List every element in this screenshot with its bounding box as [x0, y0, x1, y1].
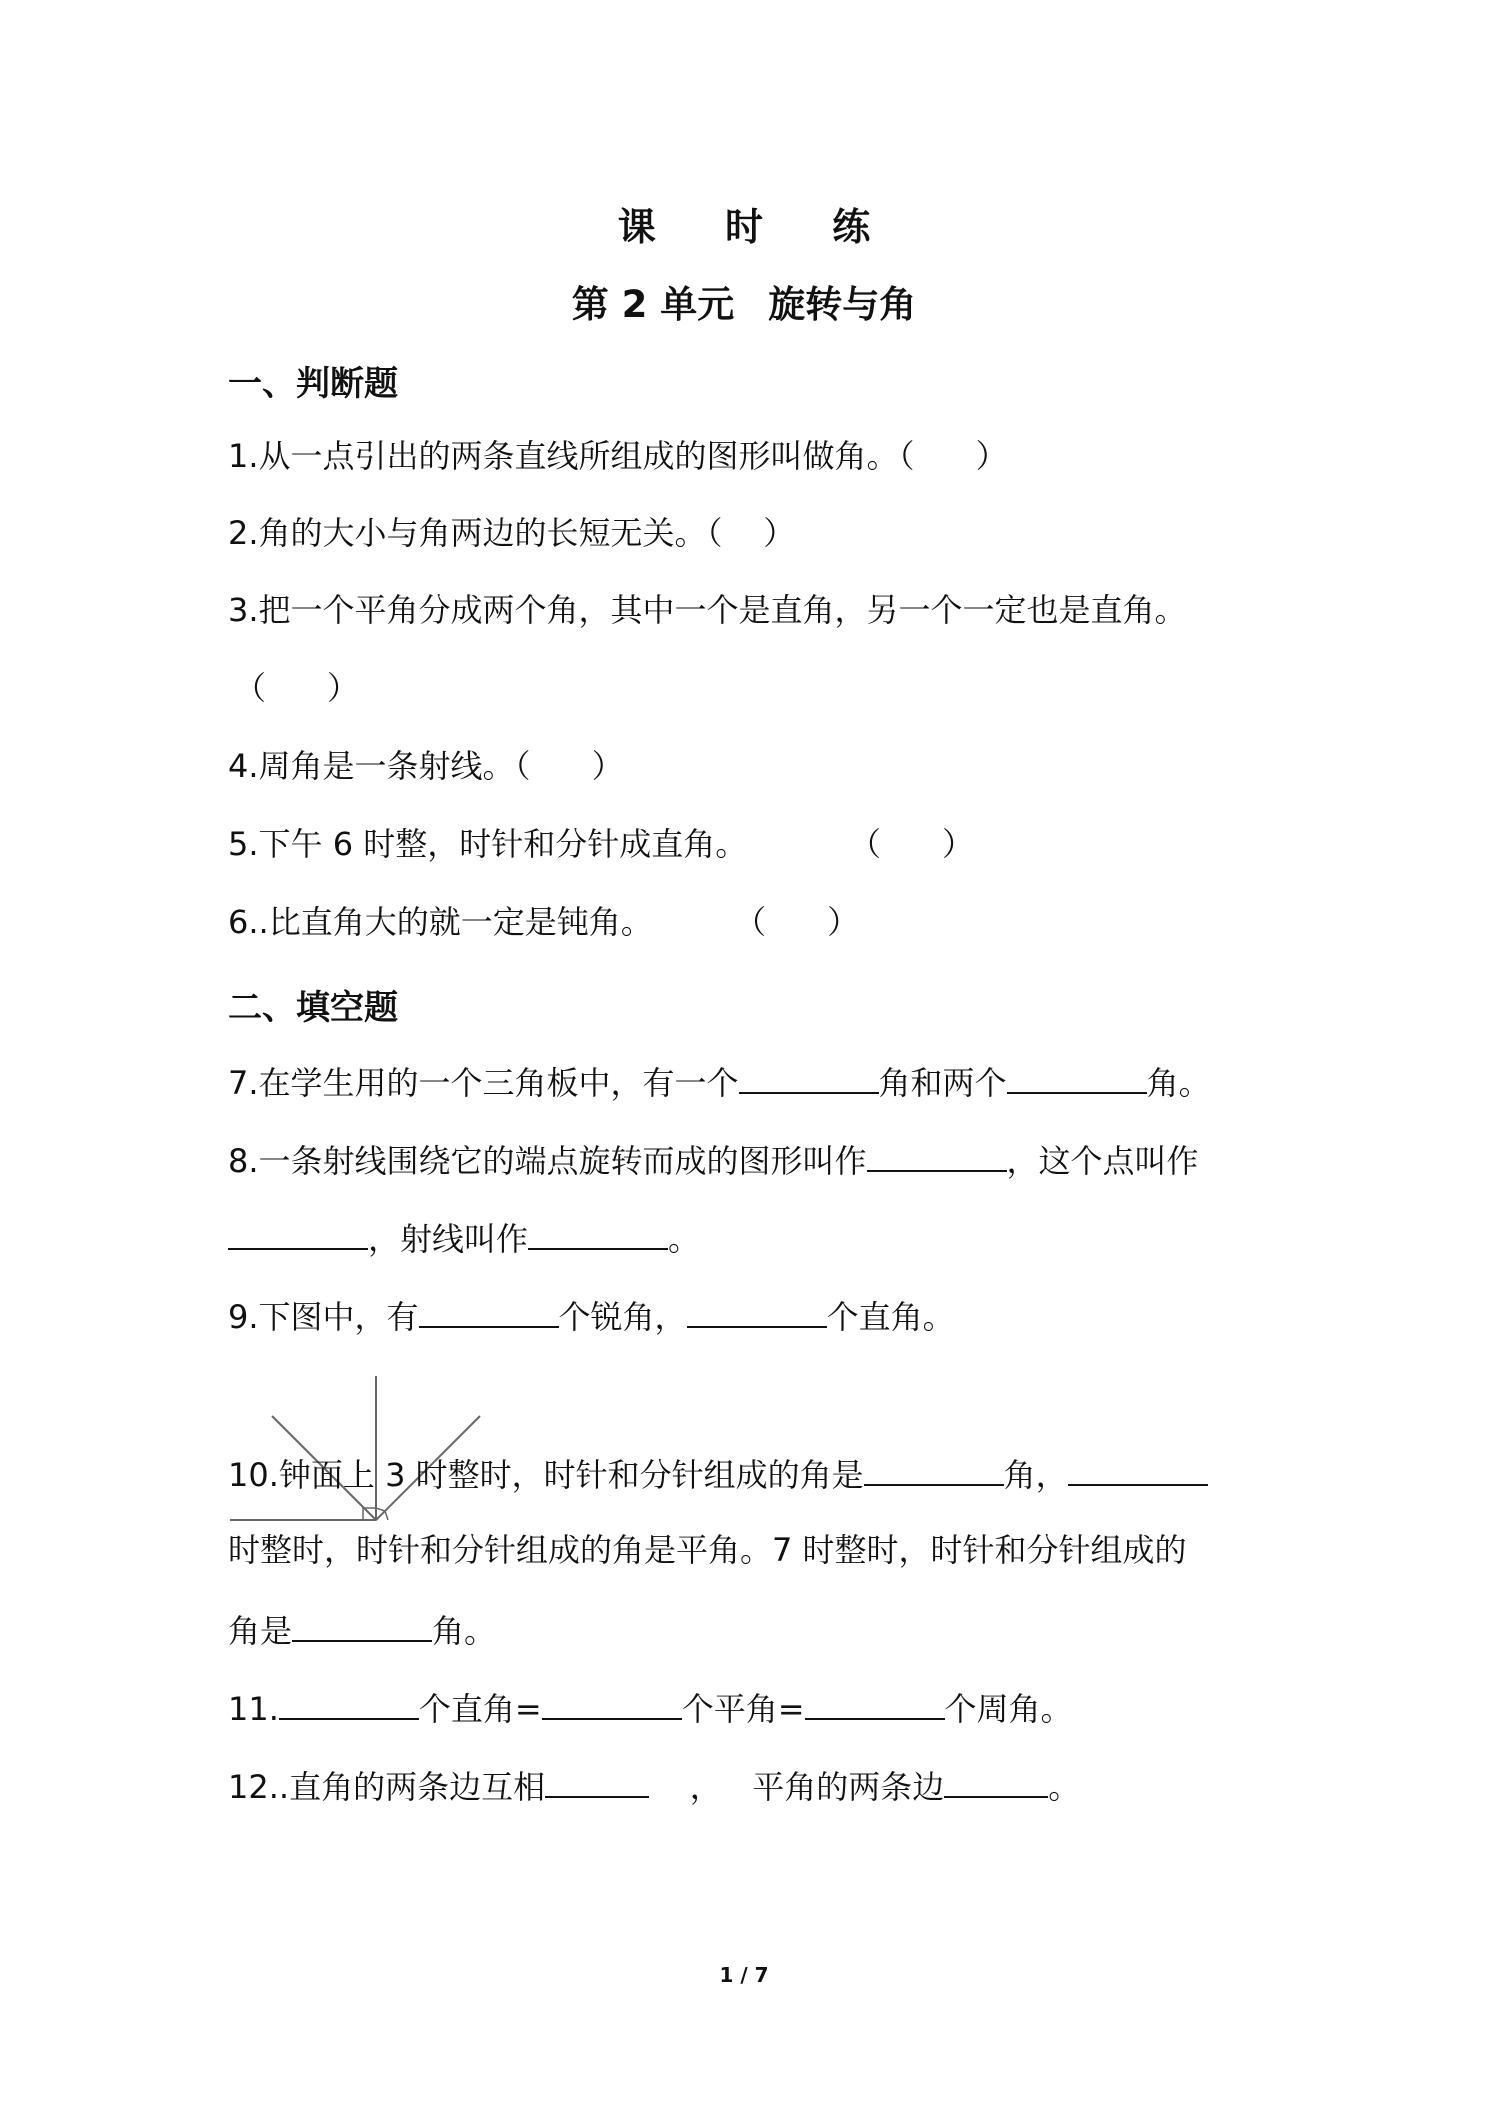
answer-blank[interactable]: [528, 1216, 668, 1250]
answer-blank[interactable]: [292, 1608, 432, 1642]
question-5: 5.下午 6 时整，时针和分针成直角。 （ ）: [228, 825, 974, 863]
question-6: 6..比直角大的就一定是钝角。 （ ）: [228, 903, 860, 941]
question-10-continued: 时整时，时针和分针组成的角是平角。7 时整时，时针和分针组成的: [228, 1531, 1187, 1569]
unit-topic: 旋转与角: [768, 283, 917, 326]
answer-blank[interactable]: [739, 1060, 879, 1094]
question-12: 12..直角的两条边互相 ， 平角的两条边 。: [228, 1764, 1080, 1807]
answer-blank[interactable]: [279, 1686, 419, 1720]
answer-blank[interactable]: [864, 1452, 1004, 1486]
question-11: 11. 个直角= 个平角= 个周角。: [228, 1686, 1073, 1729]
question-2: 2.角的大小与角两边的长短无关。（ ）: [228, 514, 796, 552]
page-number: 1 / 7: [719, 1963, 769, 1987]
answer-blank[interactable]: [867, 1138, 1007, 1172]
answer-blank[interactable]: [228, 1216, 368, 1250]
worksheet-title: 课 时 练: [617, 205, 899, 249]
answer-blank[interactable]: [545, 1764, 649, 1798]
answer-blank[interactable]: [687, 1294, 827, 1328]
question-3: 3.把一个平角分成两个角，其中一个是直角，另一个一定也是直角。: [228, 591, 1187, 629]
question-8: 8.一条射线围绕它的端点旋转而成的图形叫作 ，这个点叫作: [228, 1138, 1199, 1181]
answer-blank[interactable]: [1007, 1060, 1147, 1094]
question-4: 4.周角是一条射线。（ ）: [228, 747, 624, 785]
unit-title: [0, 274, 1488, 328]
question-9: 9.下图中，有 个锐角， 个直角。: [228, 1294, 955, 1337]
question-7: 7.在学生用的一个三角板中，有一个 角和两个 角。: [228, 1060, 1211, 1103]
question-1: 1.从一点引出的两条直线所组成的图形叫做角。（ ）: [228, 437, 1008, 475]
unit-number: 第 2 单元: [571, 283, 735, 326]
answer-blank[interactable]: [542, 1686, 682, 1720]
answer-blank[interactable]: [1068, 1452, 1208, 1486]
section-heading-judgment: 一、判断题: [228, 364, 398, 404]
answer-blank[interactable]: [805, 1686, 945, 1720]
question-8-continued: ，射线叫作 。: [228, 1216, 700, 1259]
answer-blank[interactable]: [944, 1764, 1048, 1798]
section-heading-fill-in: 二、填空题: [228, 988, 398, 1028]
question-10-end: 角是 角。: [228, 1608, 496, 1651]
answer-blank[interactable]: [419, 1294, 559, 1328]
question-10: 10.钟面上 3 时整时，时针和分针组成的角是 角，: [228, 1452, 1208, 1495]
question-3-answer-paren: （ ）: [234, 669, 360, 707]
